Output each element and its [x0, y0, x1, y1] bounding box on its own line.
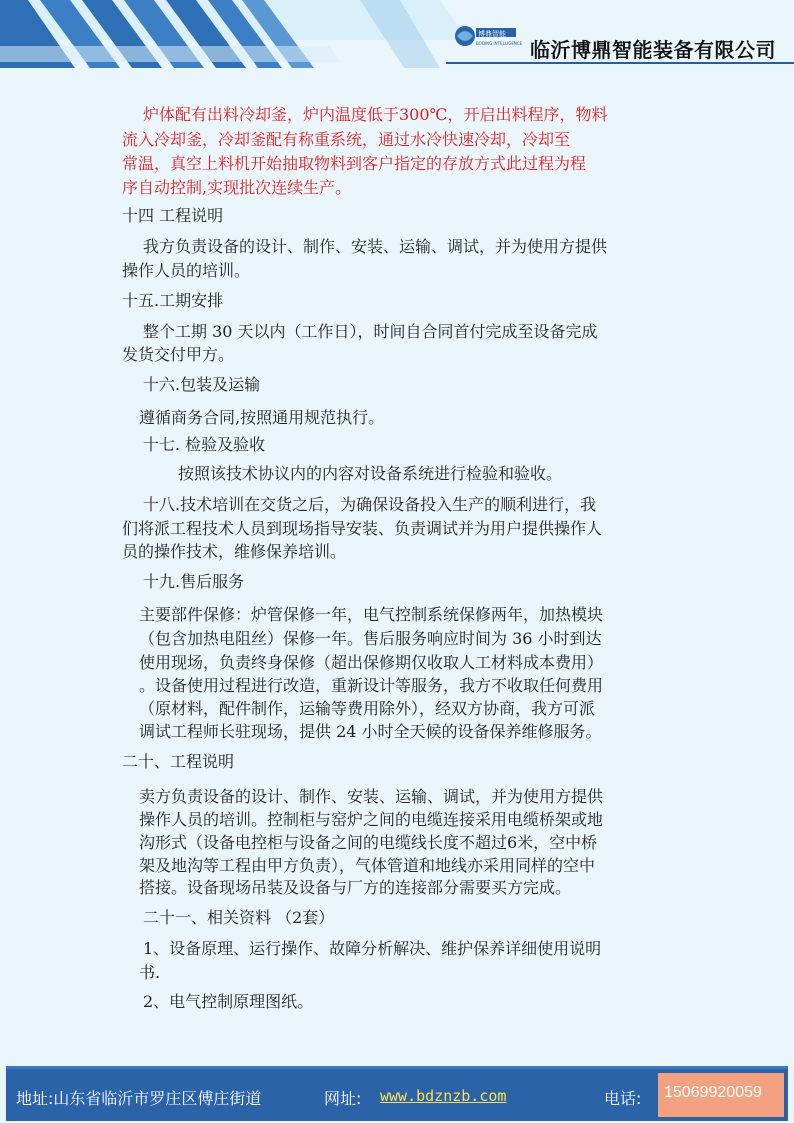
body-line: 们将派工程技术人员到现场指导安装、负责调试并为用户提供操作人 — [122, 519, 603, 538]
body-line: 1、设备原理、运行操作、故障分析解决、维护保养详细使用说明 — [143, 939, 602, 958]
footer-phone-number[interactable]: 15069920059 — [664, 1084, 762, 1101]
body-line: 序自动控制,实现批次连续生产。 — [122, 178, 352, 197]
logo-cn-text: 博鼎智能 — [478, 30, 506, 38]
body-line: 沟形式（设备电控柜与设备之间的电缆线长度不超过6米，空中桥 — [139, 833, 598, 852]
section-heading: 十五.工期安排 — [122, 291, 224, 310]
body-line: 使用现场，负责终身保修（超出保修期仅收取人工材料成本费用） — [139, 653, 604, 672]
body-line: 架及地沟等工程由甲方负责），气体管道和地线亦采用同样的空中 — [139, 856, 596, 875]
section-heading: 二十一、相关资料 （2套） — [143, 908, 335, 927]
body-line: 操作人员的培训。 — [122, 261, 251, 280]
company-name: 临沂博鼎智能装备有限公司 — [530, 38, 776, 62]
section-heading: 十四 工程说明 — [122, 206, 224, 225]
footer-website-label: 网址: — [324, 1089, 362, 1108]
footer-bar — [6, 1066, 788, 1121]
section-heading: 十六.包装及运输 — [143, 375, 261, 394]
body-line: 发货交付甲方。 — [122, 345, 235, 364]
body-line: 我方负责设备的设计、制作、安装、运输、调试，并为使用方提供 — [143, 237, 608, 256]
body-line: 。设备使用过程进行改造，重新设计等服务，我方不收取任何费用 — [139, 676, 604, 695]
phone-box — [658, 1073, 784, 1117]
body-line: 操作人员的培训。控制柜与窑炉之间的电缆连接采用电缆桥架或地 — [139, 810, 604, 829]
section-heading: 十九.售后服务 — [143, 572, 245, 591]
body-line: 2、电气控制原理图纸。 — [143, 992, 314, 1011]
page-footer — [0, 1062, 794, 1123]
body-line: 常温，真空上料机开始抽取物料到客户指定的存放方式此过程为程 — [122, 154, 587, 173]
section-heading: 二十、工程说明 — [122, 752, 235, 771]
page-header — [0, 0, 794, 68]
bodin-logo-icon — [452, 24, 522, 50]
body-line: 遵循商务合同,按照通用规范执行。 — [139, 408, 385, 427]
body-line: 流入冷却釜，冷却釜配有称重系统，通过水冷快速冷却，冷却至 — [122, 130, 571, 149]
logo-en-text: BODING INTELLIGENCE — [476, 41, 522, 46]
footer-phone-label: 电话: — [604, 1089, 642, 1108]
section-heading: 十七. 检验及验收 — [143, 435, 266, 454]
body-line: （包含加热电阻丝）保修一年。售后服务响应时间为 36 小时到达 — [139, 629, 602, 648]
section-heading: 十八.技术培训在交货之后，为确保设备投入生产的顺利进行，我 — [143, 495, 597, 514]
body-line: 主要部件保修：炉管保修一年，电气控制系统保修两年，加热模块 — [139, 605, 604, 624]
footer-address: 地址:山东省临沂市罗庄区傅庄街道 — [16, 1089, 262, 1108]
body-line: 卖方负责设备的设计、制作、安装、运输、调试，并为使用方提供 — [139, 787, 604, 806]
body-line: 炉体配有出料冷却釜，炉内温度低于300℃，开启出料程序，物料 — [143, 105, 608, 124]
body-line: （原材料，配件制作，运输等费用除外），经双方协商，我方可派 — [139, 699, 596, 718]
body-line: 搭接。设备现场吊装及设备与厂方的连接部分需要买方完成。 — [139, 878, 572, 897]
body-line: 书. — [139, 963, 161, 982]
body-line: 整个工期 30 天以内（工作日），时间自合同首付完成至设备完成 — [143, 322, 598, 341]
header-rule — [446, 62, 794, 64]
body-line: 按照该技术协议内的内容对设备系统进行检验和验收。 — [178, 464, 563, 483]
footer-website-link[interactable]: www.bdznzb.com — [380, 1087, 507, 1105]
body-line: 调试工程师长驻现场，提供 24 小时全天候的设备保养维修服务。 — [139, 722, 602, 741]
body-line: 员的操作技术，维修保养培训。 — [122, 542, 347, 561]
